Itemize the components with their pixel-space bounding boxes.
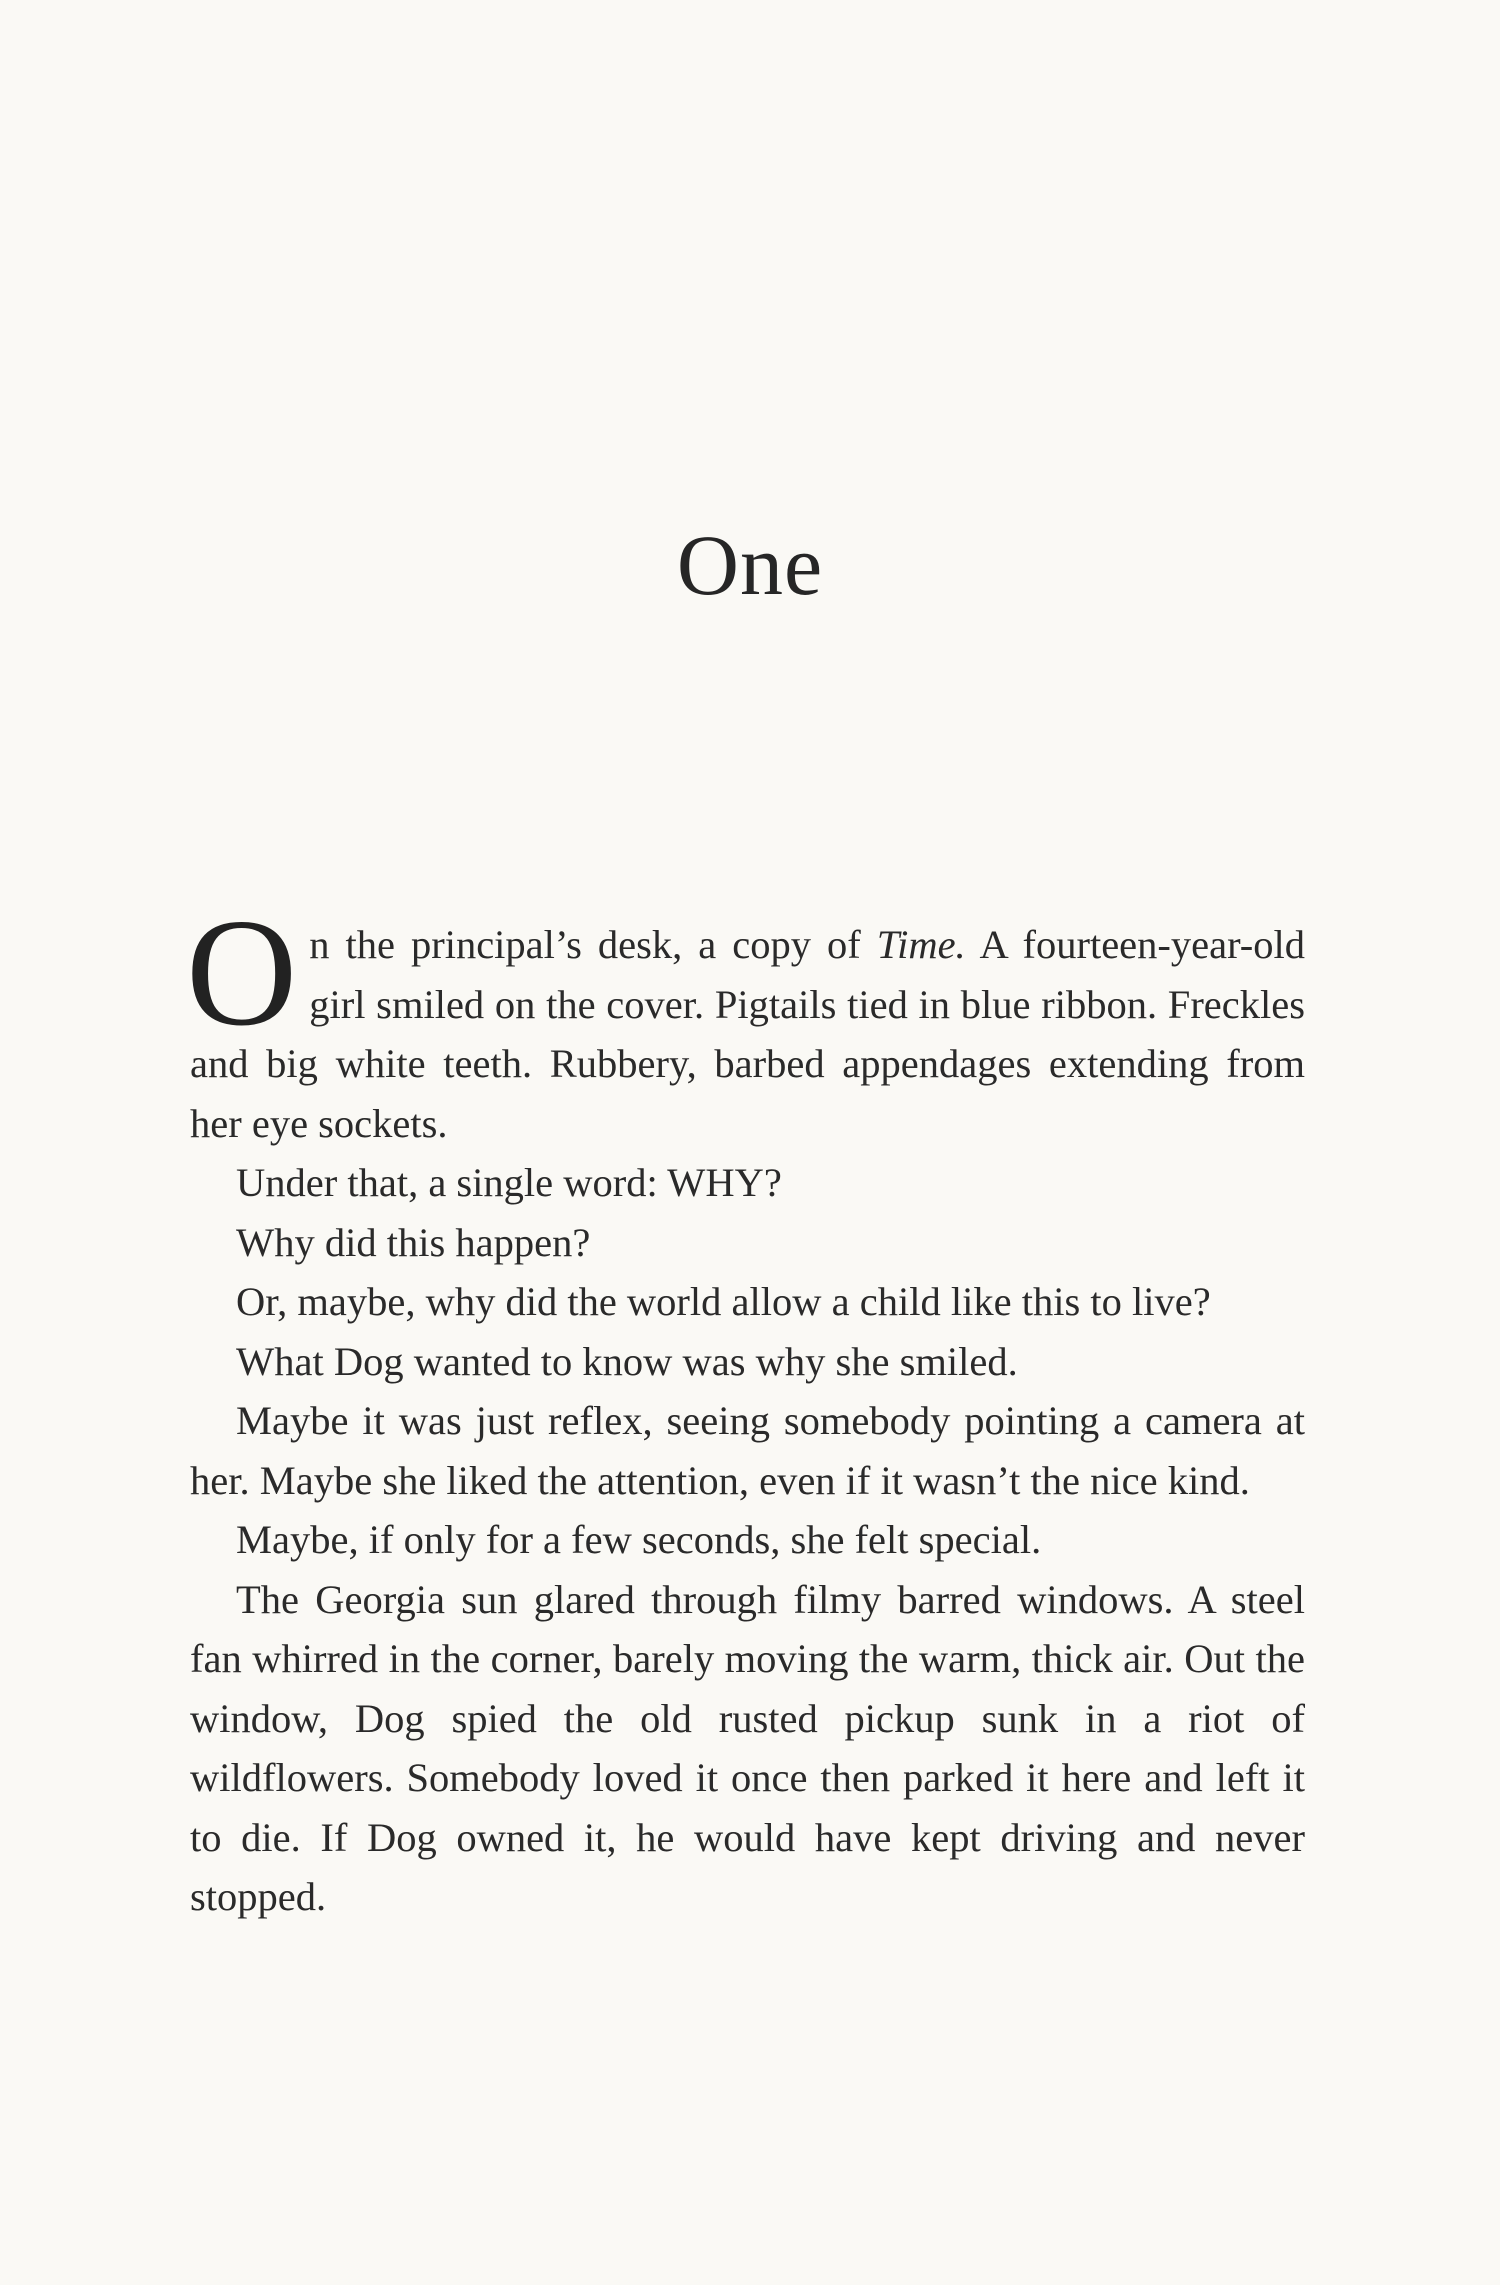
paragraph-1	[186, 888, 1305, 1153]
paragraph-1-text-b: A fourteen-year-old girl smiled on the cover. Pigtails tied in blue ribbon. Freckles and big white teeth. Rubbery, barbed appendages extending from her eye sockets.	[190, 922, 1305, 1146]
paragraph-3: Why did this happen?	[236, 1219, 591, 1265]
chapter-title: One	[676, 517, 824, 613]
paragraph-1-text-a: n the principal’s desk, a copy of	[309, 922, 877, 967]
paragraph-6: Maybe it was just reflex, seeing somebody pointing a camera at her. Maybe she liked the attention, even if it wasn’t the nice kind.	[190, 1398, 1305, 1503]
drop-cap: O	[186, 888, 298, 1058]
body-text	[186, 888, 1305, 1927]
paragraph-5: What Dog wanted to know was why she smiled.	[236, 1338, 1018, 1384]
magazine-title: Time.	[876, 922, 966, 967]
paragraph-4: Or, maybe, why did the world allow a child like this to live?	[236, 1279, 1211, 1324]
paragraph-7: Maybe, if only for a few seconds, she felt special.	[236, 1517, 1042, 1562]
paragraph-2: Under that, a single word: WHY?	[236, 1160, 782, 1205]
paragraph-8: The Georgia sun glared through filmy barred windows. A steel fan whirred in the corner, barely moving the warm, thick air. Out the window, Dog spied the old rusted pickup sunk in a riot of wildflowers. Somebody loved it once then parked it here and left it to die. If Dog owned it, he would have kept driving and never stopped.	[190, 1576, 1305, 1919]
